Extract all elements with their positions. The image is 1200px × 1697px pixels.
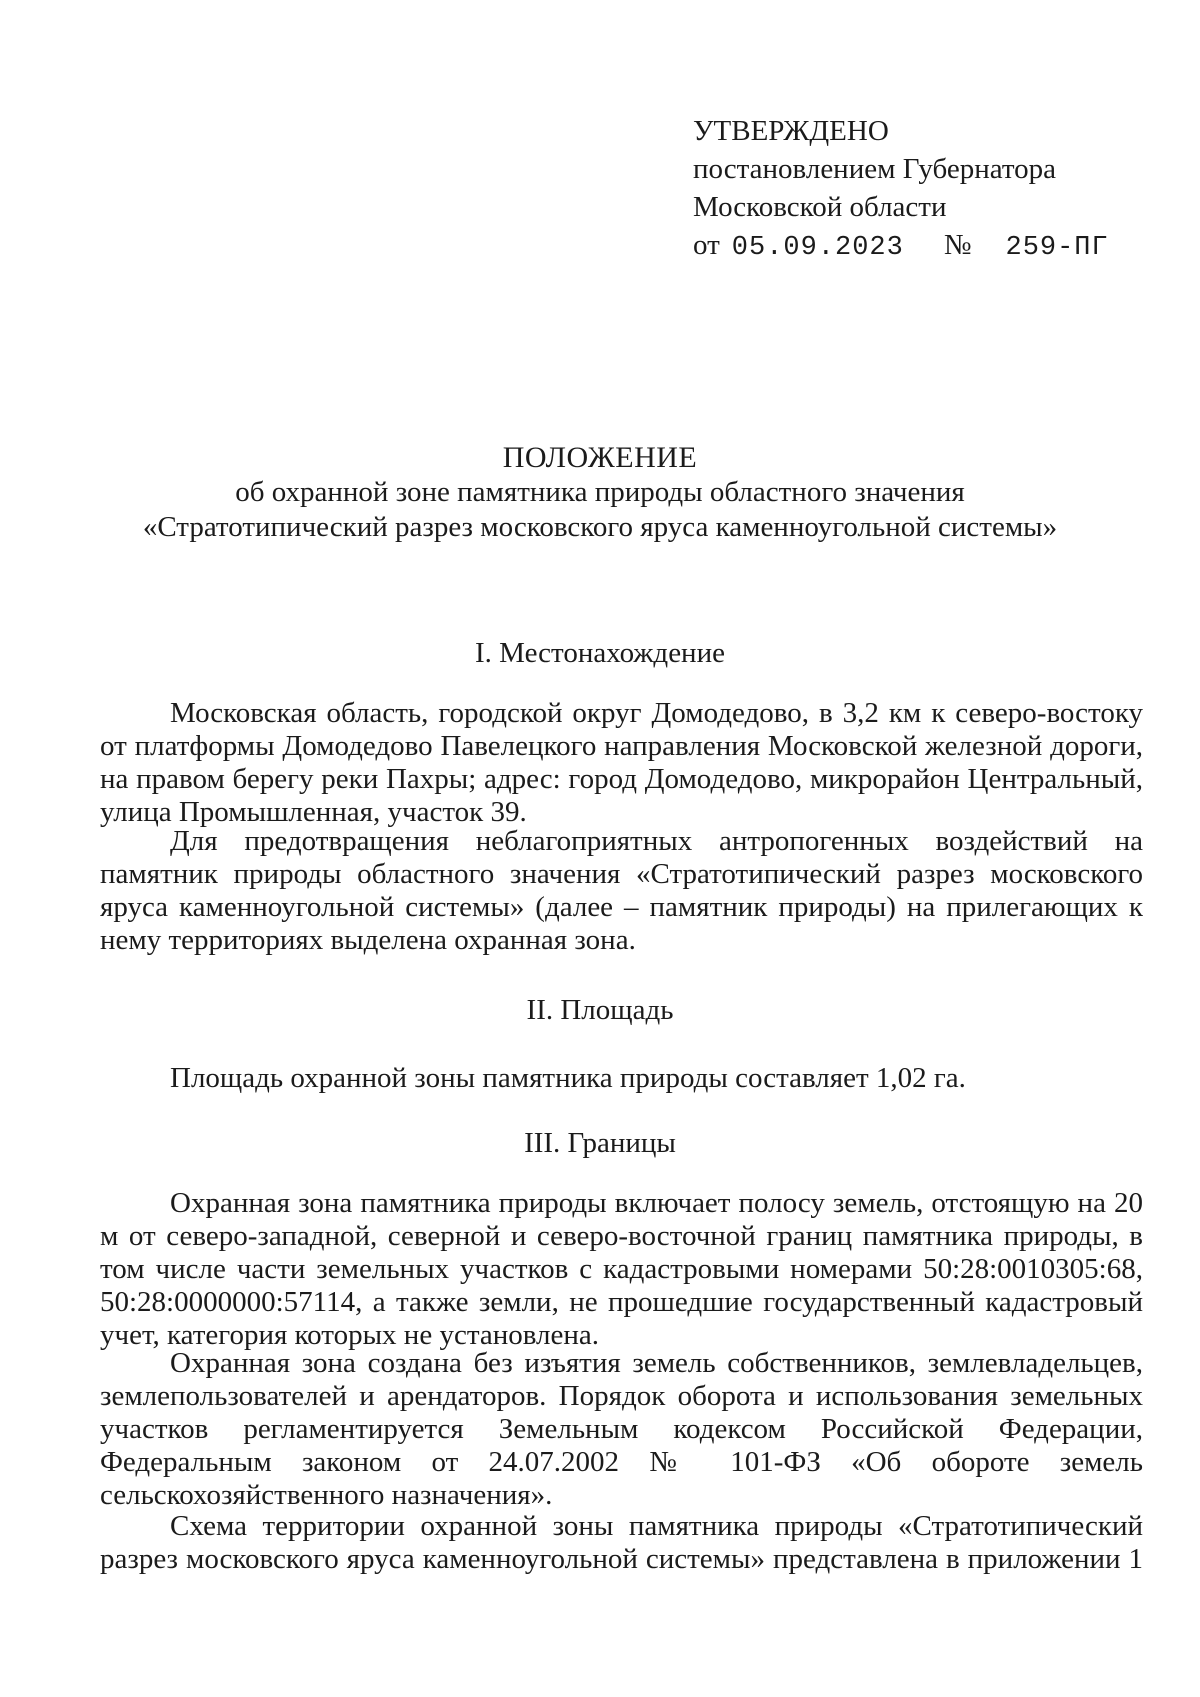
section-heading-boundaries: III. Границы [524, 1127, 676, 1159]
document-subtitle-line2: «Стратотипический разрез московского яруса каменноугольной системы» [142, 511, 1058, 543]
approval-authority: Московской области [693, 191, 947, 223]
approval-status: УТВЕРЖДЕНО [693, 115, 889, 147]
paragraph-boundaries-zone: Охранная зона памятника природы включает полосу земель, отстоящую на 20 м от северо-западной, северной и северо-восточной границ памятника природы, в том числе части земельных участков с кадастровыми номерами 50:28:0010305:68, 50:28:0000000:57114, а также земли, не прошедшие государственный кадастровый учет, категория которых не установлена. [100, 1187, 1143, 1351]
approval-act: постановлением Губернатора [693, 153, 1057, 185]
paragraph-area: Площадь охранной зоны памятника природы составляет 1,02 га. [170, 1062, 966, 1094]
section-heading-location: I. Местонахождение [475, 637, 725, 669]
document-heading: ПОЛОЖЕНИЕ [502, 441, 698, 474]
approval-number-sign: № [943, 229, 972, 261]
approval-date: 05.09.2023 [731, 233, 904, 263]
approval-date-number [693, 226, 1109, 267]
paragraph-location-address: Московская область, городской округ Домодедово, в 3,2 км к северо-востоку от платформы Домодедово Павелецкого направления Московской железной дороги, на правом берегу реки Пахры; адрес: город Домодедово, микрорайон Центральный, улица Промышленная, участок 39. [100, 697, 1143, 828]
approval-date-prefix: от [693, 229, 720, 261]
paragraph-boundaries-scheme: Схема территории охранной зоны памятника природы «Стратотипический разрез московского яруса каменноугольной системы» представлена в приложении 1 [100, 1510, 1143, 1575]
approval-block [693, 112, 1109, 267]
document-title [100, 440, 1100, 545]
paragraph-location-purpose: Для предотвращения неблагоприятных антропогенных воздействий на памятник природы областного значения «Стратотипический разрез московского яруса каменноугольной системы» (далее – памятник природы) на прилегающих к нему территориях выделена охранная зона. [100, 825, 1143, 956]
paragraph-boundaries-regulation: Охранная зона создана без изъятия земель собственников, землевладельцев, землепользователей и арендаторов. Порядок оборота и использования земельных участков регламентируется Земельным кодексом Российской Федерации, Федеральным законом от 24.07.2002 № 101-ФЗ «Об обороте земель сельскохозяйственного назначения». [100, 1347, 1143, 1511]
section-heading-area: II. Площадь [526, 994, 674, 1026]
document-subtitle-line1: об охранной зоне памятника природы областного значения [235, 476, 965, 508]
approval-number: 259-ПГ [1005, 233, 1109, 263]
